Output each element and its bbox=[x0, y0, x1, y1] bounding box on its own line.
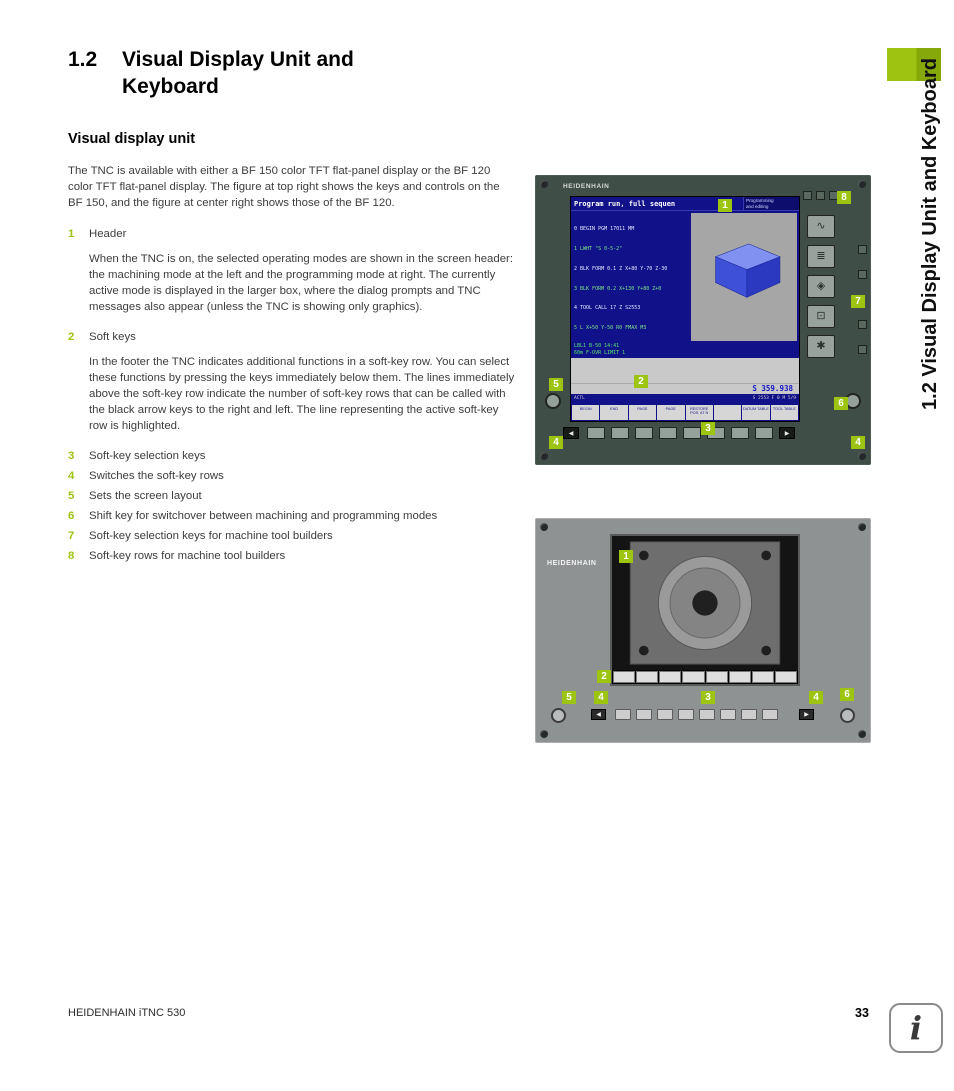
chapter-tab-text: 1.2 Visual Display Unit and Keyboard bbox=[919, 58, 941, 410]
screw-icon bbox=[858, 452, 866, 460]
screen-header-mode: Program run, full sequen bbox=[574, 200, 676, 208]
softkey-label bbox=[682, 671, 704, 683]
status-line: 60m F-OVR LIMIT 1 bbox=[574, 350, 626, 356]
softkey-label: END bbox=[600, 405, 627, 420]
softkey-label bbox=[659, 671, 681, 683]
softkey-label: DATUM TABLE bbox=[742, 405, 769, 420]
status-line: LBL1 B-50 14:41 bbox=[574, 343, 620, 349]
section-title: Visual Display Unit and Keyboard bbox=[122, 48, 354, 98]
softkey-label bbox=[752, 671, 774, 683]
page-title bbox=[68, 46, 515, 100]
item-number: 6 bbox=[68, 510, 75, 523]
softkey-label bbox=[636, 671, 658, 683]
info-icon: i bbox=[889, 1003, 943, 1053]
item-label: Soft-key rows for machine tool builders bbox=[89, 550, 286, 563]
item-number: 1 bbox=[68, 228, 75, 241]
callout-badge: 4 bbox=[549, 436, 563, 449]
item-number: 3 bbox=[68, 450, 75, 463]
page-number: 33 bbox=[855, 1006, 869, 1020]
callout-badge: 6 bbox=[834, 397, 848, 410]
section-number: 1.2 bbox=[68, 48, 98, 71]
softkey-selection-key bbox=[683, 427, 701, 439]
callout-badge: 8 bbox=[837, 191, 851, 204]
item-detail: When the TNC is on, the selected operating modes are shown in the screen header: the machining mode at the left and the programming mode at right. The currently active mode is displayed in the larger box, where the dialog prompts and TNC messages also appear (unless the TNC is showing only graphics). bbox=[89, 253, 514, 314]
mtb-softkey-row-key bbox=[816, 191, 825, 200]
workpiece-graphic bbox=[612, 536, 798, 670]
intro-paragraph: The TNC is available with either a BF 150 color TFT flat-panel display or the BF 120 color TFT flat-panel display. The figure at top right shows the keys and controls on the BF 150, and the figure at center right shows those of the BF 120. bbox=[68, 165, 500, 209]
softkey-label bbox=[613, 671, 635, 683]
arrow-right-key: ▶ bbox=[799, 709, 814, 720]
callout-badge: 2 bbox=[597, 670, 611, 683]
screw-icon bbox=[540, 730, 548, 738]
screw-icon bbox=[540, 180, 548, 188]
softkey-selection-key bbox=[720, 709, 736, 720]
list-item bbox=[68, 468, 515, 484]
softkey-selection-key bbox=[611, 427, 629, 439]
callout-badge: 5 bbox=[549, 378, 563, 391]
status-lines bbox=[571, 343, 799, 358]
numbered-list bbox=[68, 226, 515, 564]
softkey-selection-key bbox=[731, 427, 749, 439]
mtb-softkey-selection-key bbox=[858, 320, 867, 329]
footer-model-label: HEIDENHAIN iTNC 530 bbox=[68, 1007, 186, 1019]
callout-badge: 4 bbox=[594, 691, 608, 704]
softkey-label: PAGE bbox=[657, 405, 684, 420]
callout-badge: 4 bbox=[809, 691, 823, 704]
softkey-selection-key bbox=[699, 709, 715, 720]
program-line: 3 BLK FORM 0.2 X+130 Y+80 Z+0 bbox=[574, 285, 662, 292]
program-listing bbox=[571, 211, 689, 343]
mode-key: ∿ bbox=[807, 215, 835, 238]
list-item bbox=[68, 528, 515, 544]
main-text-column bbox=[68, 46, 515, 568]
list-item bbox=[68, 226, 515, 325]
callout-badge: 7 bbox=[851, 295, 865, 308]
mtb-softkey-selection-key bbox=[858, 245, 867, 254]
program-line: 2 BLK FORM 0.1 Z X+80 Y-70 Z-30 bbox=[574, 265, 668, 272]
arrow-left-key: ◀ bbox=[591, 709, 606, 720]
item-label: Soft keys bbox=[89, 331, 136, 344]
arrow-right-key: ▶ bbox=[779, 427, 795, 439]
program-line: 0 BEGIN PGM 17011 MM bbox=[574, 226, 635, 233]
softkey-label bbox=[714, 405, 741, 420]
list-item bbox=[68, 548, 515, 564]
screw-icon bbox=[540, 523, 548, 531]
item-label: Soft-key selection keys bbox=[89, 450, 206, 463]
callout-badge: 2 bbox=[634, 375, 648, 388]
screen-header bbox=[571, 197, 799, 211]
softkey-selection-key bbox=[635, 427, 653, 439]
softkey-selection-key bbox=[636, 709, 652, 720]
softkey-selection-key bbox=[741, 709, 757, 720]
softkey-label bbox=[729, 671, 751, 683]
softkey-selection-key bbox=[678, 709, 694, 720]
item-label: Header bbox=[89, 228, 127, 241]
shift-key bbox=[840, 708, 855, 723]
softkey-selection-key bbox=[615, 709, 631, 720]
item-label: Shift key for switchover between machining and programming modes bbox=[89, 510, 438, 523]
item-label: Soft-key selection keys for machine tool builders bbox=[89, 530, 333, 543]
list-item bbox=[68, 488, 515, 504]
chapter-tab bbox=[919, 58, 942, 415]
bf150-screen bbox=[570, 196, 800, 422]
item-number: 2 bbox=[68, 331, 75, 344]
item-number: 5 bbox=[68, 490, 75, 503]
mode-key: ◈ bbox=[807, 275, 835, 298]
item-detail: In the footer the TNC indicates additional functions in a soft-key row. You can select these functions by pressing the keys immediately below them. The lines immediately above the soft-key row indicate the number of soft-key rows that can be called with the black arrow keys to the right and left. The line representing the active soft-key row is highlighted. bbox=[89, 356, 515, 433]
softkey-label: RESTORE POS. AT N bbox=[686, 405, 713, 420]
mode-key: ≣ bbox=[807, 245, 835, 268]
screw-icon bbox=[858, 180, 866, 188]
softkey-label bbox=[775, 671, 797, 683]
callout-badge: 6 bbox=[840, 688, 854, 701]
spindle-display: S 359.938 bbox=[571, 383, 799, 394]
mtb-softkey-selection-key bbox=[858, 270, 867, 279]
mtb-softkey-row-key bbox=[803, 191, 812, 200]
callout-badge: 1 bbox=[718, 199, 732, 212]
softkey-selection-key bbox=[587, 427, 605, 439]
mtb-softkey-selection-key bbox=[858, 345, 867, 354]
softkey-label bbox=[706, 671, 728, 683]
softkey-selection-key bbox=[755, 427, 773, 439]
item-label: Sets the screen layout bbox=[89, 490, 202, 503]
item-number: 8 bbox=[68, 550, 75, 563]
bf120-screen bbox=[610, 534, 800, 686]
list-item bbox=[68, 448, 515, 464]
graphics-cube bbox=[699, 227, 791, 305]
softkey-label-strip bbox=[612, 670, 798, 684]
softkey-selection-key bbox=[659, 427, 677, 439]
position-display bbox=[571, 358, 799, 383]
screw-icon bbox=[540, 452, 548, 460]
item-number: 4 bbox=[68, 470, 75, 483]
mode-key: ✱ bbox=[807, 335, 835, 358]
callout-badge: 4 bbox=[851, 436, 865, 449]
figure-bf120 bbox=[535, 518, 871, 743]
list-item bbox=[68, 329, 515, 444]
callout-badge: 3 bbox=[701, 691, 715, 704]
brand-label: HEIDENHAIN bbox=[563, 183, 610, 190]
program-line: 4 TOOL CALL 17 Z S2553 bbox=[574, 305, 641, 312]
softkey-label: TOOL TABLE bbox=[771, 405, 798, 420]
arrow-left-key: ◀ bbox=[563, 427, 579, 439]
brand-label: HEIDENHAIN bbox=[547, 560, 597, 567]
item-number: 7 bbox=[68, 530, 75, 543]
graphics-window bbox=[691, 213, 797, 341]
subsection-title: Visual display unit bbox=[68, 131, 196, 147]
mode-key: ⊡ bbox=[807, 305, 835, 328]
softkey-label: PAGE bbox=[629, 405, 656, 420]
program-line: 5 L X+50 Y-50 R0 FMAX M3 bbox=[574, 325, 647, 332]
screw-icon bbox=[858, 523, 866, 531]
mode-line: ACTL S 2553 F 0 M 5/9 bbox=[574, 396, 796, 401]
screw-icon bbox=[858, 730, 866, 738]
screen-layout-key bbox=[551, 708, 566, 723]
list-item bbox=[68, 508, 515, 524]
callout-badge: 5 bbox=[562, 691, 576, 704]
figure-bf150 bbox=[535, 175, 871, 465]
program-line: 1 LWHT "S 0-5-2" bbox=[574, 245, 623, 252]
callout-badge: 3 bbox=[701, 422, 715, 435]
softkey-selection-key bbox=[657, 709, 673, 720]
softkey-row bbox=[571, 404, 799, 421]
screen-layout-key bbox=[545, 393, 561, 409]
callout-badge: 1 bbox=[619, 550, 633, 563]
screen-header-secondary-mode: Programming and editing bbox=[743, 197, 799, 210]
item-label: Switches the soft-key rows bbox=[89, 470, 224, 483]
softkey-selection-key bbox=[762, 709, 778, 720]
softkey-label: BEGIN bbox=[572, 405, 599, 420]
